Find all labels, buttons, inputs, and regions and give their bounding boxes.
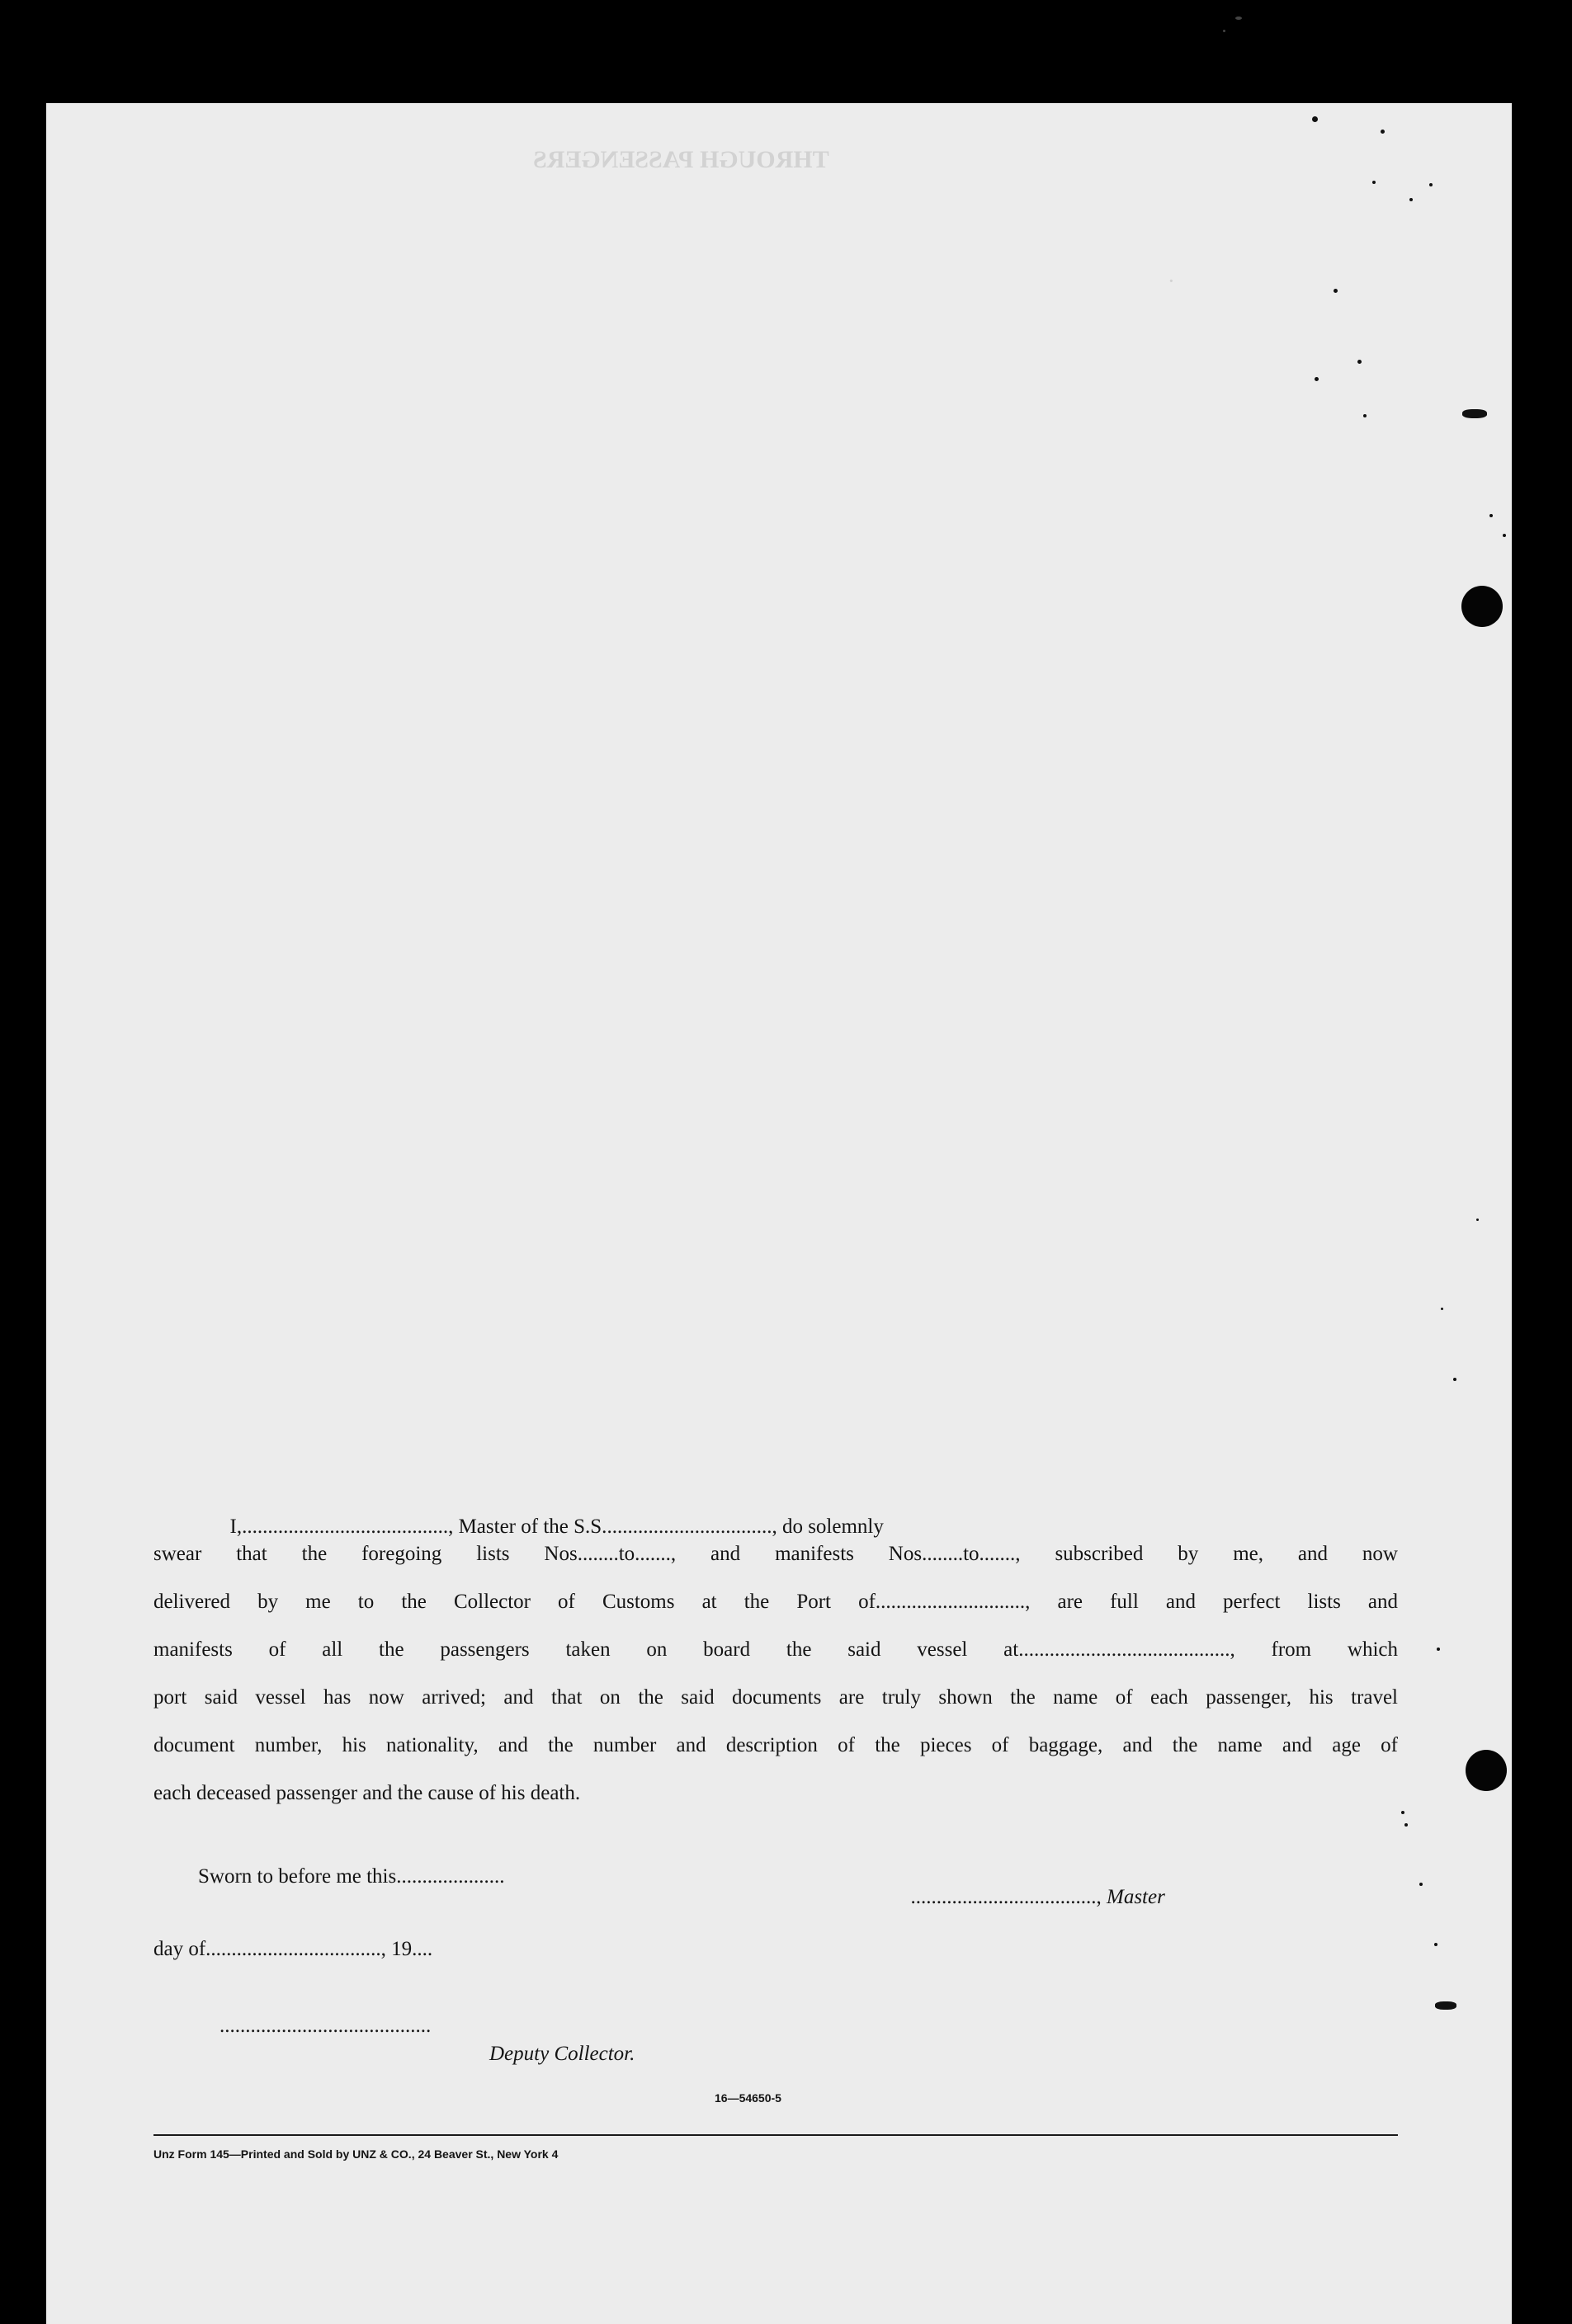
scan-speck bbox=[1429, 183, 1433, 186]
scan-speck bbox=[1489, 514, 1493, 517]
scan-speck bbox=[1437, 1648, 1440, 1651]
bleed-through-heading: THROUGH PASSENGERS bbox=[533, 146, 829, 173]
scan-speck bbox=[1409, 198, 1413, 201]
printer-imprint: Unz Form 145—Printed and Sold by UNZ & CO., 24 Beaver St., New York 4 bbox=[153, 2147, 559, 2161]
form-sheet bbox=[46, 103, 1512, 2324]
punch-hole bbox=[1466, 1750, 1507, 1791]
scan-speck bbox=[1363, 414, 1367, 417]
oath-line-3: delivered by me to the Collector of Customs at the Port of............................., are full and perfect lists and bbox=[153, 1591, 1398, 1613]
scan-speck bbox=[1435, 2001, 1456, 2010]
oath-line-1-end: ................................, do solemnly bbox=[607, 1516, 884, 1538]
sworn-line: Sworn to before me this..................... bbox=[198, 1865, 505, 1888]
oath-line-6: document number, his nationality, and the number and description of the pieces of baggage, and the name and age of bbox=[153, 1734, 1398, 1756]
scan-speck bbox=[1381, 130, 1385, 134]
scan-speck bbox=[1235, 16, 1242, 20]
deputy-collector-label: Deputy Collector. bbox=[489, 2043, 635, 2065]
scan-speck bbox=[1476, 1219, 1479, 1221]
oath-line-4: manifests of all the passengers taken on board the said vessel at........................................., from which bbox=[153, 1638, 1398, 1661]
master-signature-line bbox=[880, 1866, 1165, 1928]
scan-speck bbox=[1419, 1883, 1423, 1886]
oath-line-1-master: ........................................, Master of the S.S. bbox=[242, 1516, 607, 1538]
scan-speck bbox=[1223, 30, 1225, 32]
scan-speck bbox=[1315, 377, 1319, 381]
bottom-rule bbox=[153, 2134, 1398, 2136]
deputy-signature-dots: ......................................... bbox=[220, 2015, 432, 2037]
punch-hole bbox=[1461, 586, 1503, 627]
oath-line-5: port said vessel has now arrived; and that on the said documents are truly shown the name of each passenger, his travel bbox=[153, 1686, 1398, 1709]
scan-speck bbox=[1401, 1811, 1404, 1814]
master-label: Master bbox=[1107, 1886, 1165, 1908]
master-signature-dots: ...................................., bbox=[910, 1886, 1107, 1908]
scan-speck bbox=[1462, 409, 1487, 418]
day-of-line: day of.................................., 19.... bbox=[153, 1938, 433, 1960]
scan-speck bbox=[1372, 181, 1376, 184]
scan-speck bbox=[1357, 360, 1362, 364]
scan-speck bbox=[1453, 1378, 1456, 1381]
scan-speck bbox=[1503, 534, 1506, 537]
scan-speck bbox=[1404, 1823, 1408, 1827]
oath-line-1-start: I, bbox=[229, 1516, 243, 1538]
bleed-through-line: · bbox=[1168, 272, 1174, 290]
form-number: 16—54650-5 bbox=[715, 2091, 781, 2105]
oath-line-2: swear that the foregoing lists Nos........to......., and manifests Nos........to......., subscribed by me, and now bbox=[153, 1543, 1398, 1565]
scan-speck bbox=[1434, 1943, 1437, 1946]
scan-speck bbox=[1312, 116, 1318, 122]
scan-speck bbox=[1441, 1308, 1443, 1310]
scan-speck bbox=[1334, 289, 1338, 293]
oath-line-7: each deceased passenger and the cause of his death. bbox=[153, 1782, 581, 1804]
